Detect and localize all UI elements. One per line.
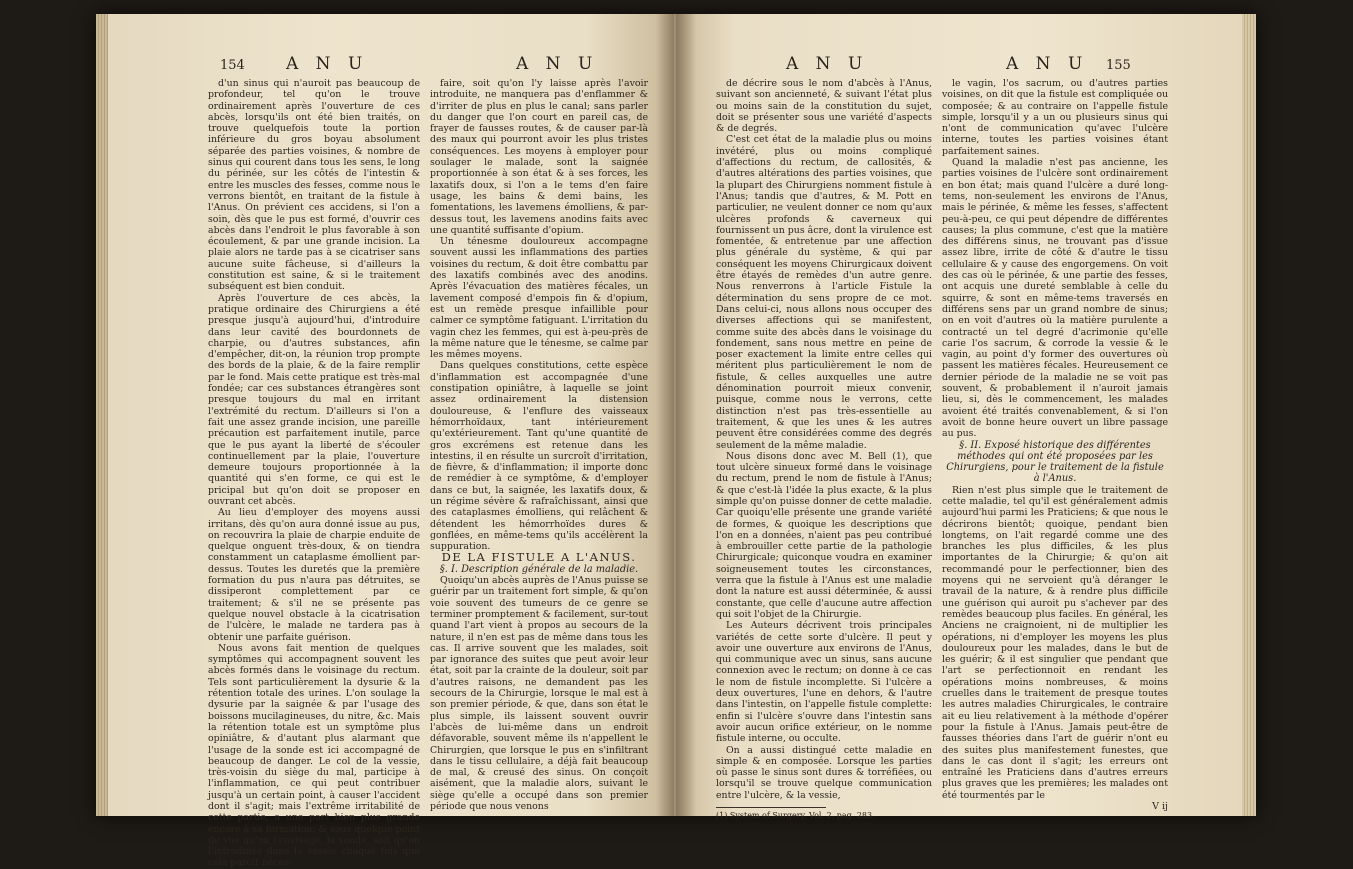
paragraph: d'un sinus qui n'auroit pas beaucoup de profondeur, tel qu'on le trouve ordinairement après l'ouverture de ces abcès, lorsqu'ils ont été bien traités, on trouve quelquefois toute la portion inférieure du gros boyau absolument séparée des parties voisines, & nombre de sinus qui courent dans tous les sens, le long du périnée, sur les côtés de l'intestin & entre les muscles des fesses, comme nous le verrons bientôt, en traitant de la fistule à l'Anus. On prévient ces accidens, si l'on a soin, dès que le pus est formé, d'ouvrir ces abcès dans l'endroit le plus favorable à son écoulement, & par une grande incision. La plaie alors ne tarde pas à se cicatriser sans aucune suite fâcheuse, si d'ailleurs la constitution est saine, & si le traitement subséquent est bien conduit. bbox=[208, 78, 420, 293]
footnote-rule bbox=[716, 807, 826, 808]
running-header-right: A N U bbox=[1006, 54, 1089, 74]
footnote: (1) System of Surgery, Vol. 2, pag. 283. bbox=[716, 811, 875, 820]
open-book bbox=[96, 14, 1256, 869]
subsection-title: §. II. Exposé historique des différentes méthodes qui ont été proposées par les Chirurgiens, pour le traitement de la fistule à l'Anus. bbox=[946, 439, 1164, 485]
paragraph: Quoiqu'un abcès auprès de l'Anus puisse se guérir par un traitement fort simple, & qu'on voie souvent des tumeurs de ce genre se terminer promptement & facilement, sur-tout quand l'art vient à propos au secours de la nature, il n'en est pas de même dans tous les cas. Il arrive souvent que les malades, soit par ignorance des suites que peut avoir leur état, soit par la crainte de la douleur, soit par d'autres raisons, ne demandent pas les secours de la Chirurgie, lorsque le mal est à son premier période, & que, dans son état le plus simple, ils laissent souvent ouvrir l'abcès de lui-même dans un endroit défavorable, souvent même ils n'appellent le Chirurgien, que lorsque le pus en s'infiltrant dans le tissu cellulaire, a déjà fait beaucoup de mal, & creusé des sinus. On conçoit aisément, que la maladie alors, suivant le siège qu'elle a occupé dans son premier période que nous venons bbox=[430, 575, 648, 812]
right-column-1 bbox=[716, 78, 932, 821]
subsection-title: §. I. Description générale de la maladie. bbox=[439, 563, 639, 575]
paragraph: Nous disons donc avec M. Bell (1), que tout ulcère sinueux formé dans le voisinage du rectum, prend le nom de fistule à l'Anus; & que c'est-là l'idée la plus exacte, & la plus simple qu'on puisse donner de cette maladie. Car quoiqu'elle présente une grande variété de formes, & quoique les descriptions que l'on en a données, n'aient pas peu contribué à embrouiller cette partie de la pathologie Chirurgicale; quiconque voudra en examiner soigneusement toutes les circonstances, verra que la fistule à l'Anus est une maladie dont la nature est aussi déterminée, & aussi constante, que celle d'aucune autre affection qui soit l'objet de la Chirurgie. bbox=[716, 450, 932, 620]
paragraph: Les Auteurs décrivent trois principales variétés de cette sorte d'ulcère. Il peut y avoir une ouverture aux environs de l'Anus, qui communique avec un sinus, sans aucune connexion avec le rectum; on donne à ce cas le nom de fistule incomplette. Si l'ulcère a deux ouvertures, l'une en dehors, & l'autre dans l'intestin, on l'appelle fistule complette: enfin si l'ulcère s'ouvre dans l'intestin sans avoir aucun orifice extérieur, on le nomme fistule interne, ou occulte. bbox=[716, 620, 932, 745]
paragraph: Après l'ouverture de ces abcès, la pratique ordinaire des Chirurgiens a été presque jusqu'à aujourd'hui, d'introduire dans leur cavité des bourdonnets de charpie, ou d'autres substances, afin d'empêcher, dit-on, la réunion trop prompte des bords de la plaie, & de la faire remplir par le fond. Mais cette pratique est très-mal fondée; car ces substances étrangères sont presque toujours du mal en irritant l'extrémité du rectum. D'ailleurs si l'on a fait une assez grande incision, une pareille précaution est parfaitement inutile, parce que le pus ayant la liberté de s'écouler continuellement par la plaie, l'ouverture demeure toujours proportionnée à la quantité qui s'en forme, ce qui est le pricipal but qu'on doit se proposer en ouvrant cet abcès. bbox=[208, 292, 420, 507]
left-column-2 bbox=[430, 78, 648, 812]
paragraph: Quand la maladie n'est pas ancienne, les parties voisines de l'ulcère sont ordinairement en bon état; mais quand l'ulcère a duré long-tems, non-seulement les environs de l'Anus, mais le périnée, & même les fesses, s'affectent peu-à-peu, ce qui peut dépendre de différentes causes; la plus commune, c'est que la matière des différens sinus, ne trouvant pas d'issue assez libre, irrite de côté & d'autre le tissu cellulaire & y cause des engorgemens. On voit des cas où le périnée, & une partie des fesses, ont acquis une dureté semblable à celle du squirre, & sont en même-tems traversés en différens sens par un grand nombre de sinus; on en voit d'autres où la matière purulente a contracté un tel degré d'acrimonie qu'elle carie l'os sacrum, & corrode la vessie & le vagin, au point d'y former des ouvertures où passent les matières fécales. Heureusement ce dernier période de la maladie ne se voit pas souvent, & probablement il n'auroit jamais lieu, si, dès le commencement, les malades avoient été traités convenablement, & si l'on avoit de bonne heure ouvert un libre passage au pus. bbox=[942, 157, 1168, 440]
left-page-edges bbox=[96, 14, 108, 816]
paragraph: Dans quelques constitutions, cette espèce d'inflammation est accompagnée d'une constipation opiniâtre, à laquelle se joint assez ordinairement la distension douloureuse, & l'enflure des vaisseaux hémorrhoïdaux, tant intérieurement qu'extérieurement. Tant qu'une quantité de gros excrémens est retenue dans les intestins, il en résulte un surcroît d'irritation, de fièvre, & d'inflammation; il importe donc de remédier à ce symptôme, & d'employer dans ce but, la saignée, les laxatifs doux, & un régime sévère & rafraîchissant, ainsi que des cataplasmes émolliens, qui relâchent & détendent les hémorrhoïdes dures & gonflées, en même-tems qu'ils accélèrent la suppuration. bbox=[430, 360, 648, 553]
paragraph: C'est cet état de la maladie plus ou moins invétéré, plus ou moins compliqué d'affections du rectum, de callosités, & d'autres altérations des parties voisines, que la plupart des Chirurgiens nomment fistule à l'Anus; tandis que d'autres, & M. Pott en particulier, ne veulent donner ce nom qu'aux ulcères profonds & caverneux qui fournissent un pus âcre, dont la virulence est fomentée, & entretenue par une affection plus générale du système, & qui par conséquent les moyens Chirurgicaux doivent être étayés de remèdes d'un autre genre. Nous renverrons à l'article Fistule la détermination du sens propre de ce mot. Dans celui-ci, nous allons nous occuper des diverses affections qui se manifestent, comme suite des abcès dans le voisinage du fondement, sans nous mettre en peine de poser exactement la limite entre celles qui méritent plus particulièrement le nom de fistule, & celles auxquelles une autre dénomination pourroit mieux convenir, puisque, comme nous le verrons, cette distinction n'est pas très-essentielle au traitement, & que les unes & les autres peuvent être considérées comme des degrés seulement de la même maladie. bbox=[716, 134, 932, 451]
running-header-left: A N U bbox=[286, 54, 369, 74]
running-header-left-col2: A N U bbox=[516, 54, 599, 74]
paragraph: Rien n'est plus simple que le traitement de cette maladie, tel qu'il est généralement admis aujourd'hui parmi les Praticiens; & que nous le décrirons bientôt; quoique, pendant bien longtems, on l'ait regardé comme une des branches les plus difficiles, & les plus importantes de la Chirurgie; & qu'on ait recommandé pour le perfectionner, bien des moyens qui ne servoient qu'à déranger le travail de la nature, & à rendre plus difficile une guérison qui auroit pu s'achever par des remèdes beaucoup plus faciles. En général, les Anciens ne craignoient, ni de multiplier les opérations, ni d'employer les moyens les plus douloureux pour les malades, dans le but de les guérir; & il est singulier que pendant que l'art se perfectionnoit en rendant les opérations moins nombreuses, & moins cruelles dans le traitement de presque toutes les autres maladies Chirurgicales, le contraire ait eu lieu relativement à la méthode d'opérer pour la fistule à l'Anus. Jamais peut-être de fausses théories dans l'art de guérir n'ont eu des suites plus manifestement funestes, que dans le cas dont il s'agit; les erreurs ont entraîné les Praticiens dans d'autres erreurs plus graves que les premières; les malades ont été tourmentés par le bbox=[942, 484, 1168, 801]
left-page bbox=[96, 14, 674, 869]
left-column-1 bbox=[208, 78, 420, 869]
right-page-edges bbox=[1242, 14, 1256, 816]
page-number-right: 155 bbox=[1106, 58, 1131, 73]
signature-mark: V ij bbox=[1152, 801, 1168, 812]
paragraph: Au lieu d'employer des moyens aussi irritans, dès qu'on aura donné issue au pus, on recouvrira la plaie de charpie enduite de quelque onguent très-doux, & on tiendra constamment un cataplasme émollient par-dessus. Toutes les duretés que la première formation du pus n'aura pas détruites, se dissiperont complettement par ce traitement; & s'il ne se présente pas quelque nouvel obstacle à la cicatrisation de l'ulcère, le malade ne tardera pas à obtenir une parfaite guérison. bbox=[208, 507, 420, 643]
paragraph: de décrire sous le nom d'abcès à l'Anus, suivant son ancienneté, & suivant l'état plus ou moins sain de la constitution du sujet, doit se présenter sous une variété d'aspects & de degrés. bbox=[716, 78, 932, 135]
paragraph: faire, soit qu'on l'y laisse après l'avoir introduite, ne manquera pas d'enflammer & d'irriter de plus en plus le canal; sans parler du danger que l'on court en pareil cas, de frayer de fausses routes, & de causer par-là des maux qui pourront avoir les plus tristes conséquences. Les moyens à employer pour soulager le malade, sont la saignée proportionnée à son état & à ses forces, les laxatifs doux, si l'on a le tems d'en faire usage, les bains & demi bains, les fomentations, les lavemens émolliens, & par-dessus tout, les lavemens anodins faits avec une quantité suffisante d'opium. bbox=[430, 78, 648, 236]
running-header-right-col1: A N U bbox=[786, 54, 869, 74]
page-number-left: 154 bbox=[220, 58, 245, 73]
paragraph: On a aussi distingué cette maladie en simple & en composée. Lorsque les parties où passe le sinus sont dures & torréfiées, ou lorsqu'il se trouve quelque communication entre l'ulcère, & la vessie, bbox=[716, 744, 932, 801]
right-column-2 bbox=[942, 78, 1168, 812]
section-title: DE LA FISTULE A L'ANUS. bbox=[441, 550, 637, 565]
paragraph: Un ténesme douloureux accompagne souvent aussi les inflammations des parties voisines du rectum, & doit être combattu par des laxatifs combinés avec des anodins. Après l'évacuation des matières fécales, un lavement composé d'empois fin & d'opium, est un remède presque infaillible pour calmer ce symptôme fatiguant. L'irritation du vagin chez les femmes, qui est à-peu-près de la même nature que le ténesme, se calme par les mêmes moyens. bbox=[430, 236, 648, 361]
paragraph: le vagin, l'os sacrum, ou d'autres parties voisines, on dit que la fistule est compliquée ou composée; & au contraire on l'appelle fistule simple, lorsqu'il y a un ou plusieurs sinus qui n'ont de communication qu'avec l'ulcère interne, toutes les parties voisines étant parfaitement saines. bbox=[942, 78, 1168, 157]
right-page bbox=[676, 14, 1256, 820]
paragraph: Nous avons fait mention de quelques symptômes qui accompagnent souvent les abcès formés dans le voisinage du rectum. Tels sont particulièrement la dysurie & la rétention totale des urines. L'on soulage la dysurie par la saignée & par l'usage des boissons mucilagineuses, du nitre, &c. Mais la rétention totale est un symptôme plus opiniâtre, & d'autant plus alarmant que l'usage de la sonde est ici accompagné de beaucoup de danger. Le col de la vessie, très-voisin du siège du mal, participe à l'inflammation, ce qui peut contribuer jusqu'à un certain point, à causer l'accident dont il s'agit; mais l'extrême irritabilité de cette partie, a une part bien plus grande encore à sa formation; & sous quelque point de vue qu'on l'envisage, la sonde, soit qu'on l'introduise dans la vessie chaque fois que cela paroît néces- bbox=[208, 642, 420, 869]
